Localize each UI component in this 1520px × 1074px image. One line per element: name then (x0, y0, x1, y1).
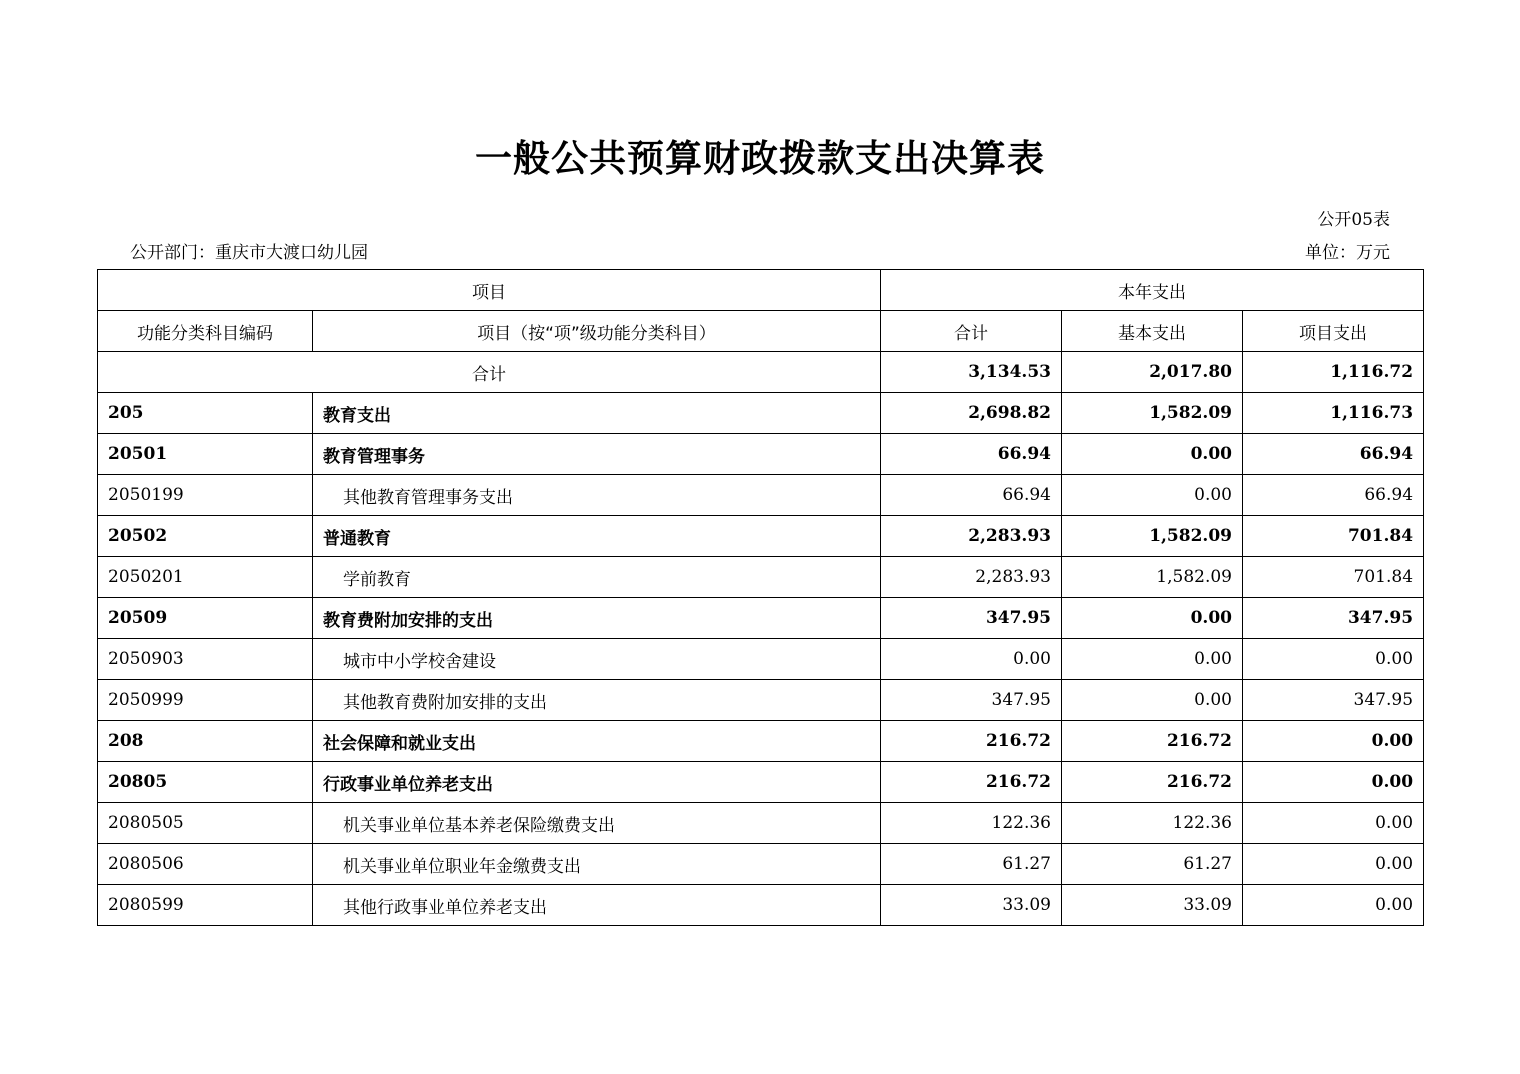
summary-label: 合计 (98, 352, 881, 393)
row-project: 347.95 (1243, 598, 1424, 639)
table-number: 公开05表 (1317, 210, 1390, 230)
row-total: 66.94 (881, 434, 1062, 475)
summary-project: 1,116.72 (1243, 352, 1424, 393)
row-total: 216.72 (881, 721, 1062, 762)
row-project: 701.84 (1243, 557, 1424, 598)
row-name: 其他行政事业单位养老支出 (313, 885, 881, 926)
row-project: 347.95 (1243, 680, 1424, 721)
row-name: 机关事业单位基本养老保险缴费支出 (313, 803, 881, 844)
table-row (98, 762, 1424, 803)
summary-row (98, 352, 1424, 393)
row-basic: 122.36 (1062, 803, 1243, 844)
row-total: 347.95 (881, 598, 1062, 639)
header-project-expense: 项目支出 (1243, 311, 1424, 352)
table-row (98, 885, 1424, 926)
row-basic: 0.00 (1062, 434, 1243, 475)
table-row (98, 475, 1424, 516)
row-name: 行政事业单位养老支出 (313, 762, 881, 803)
row-project: 66.94 (1243, 434, 1424, 475)
row-code: 2050999 (98, 680, 313, 721)
table-row (98, 434, 1424, 475)
table-row (98, 598, 1424, 639)
row-project: 1,116.73 (1243, 393, 1424, 434)
row-basic: 0.00 (1062, 639, 1243, 680)
row-name: 教育费附加安排的支出 (313, 598, 881, 639)
row-basic: 1,582.09 (1062, 393, 1243, 434)
row-total: 0.00 (881, 639, 1062, 680)
header-row-top (98, 270, 1424, 311)
row-project: 0.00 (1243, 639, 1424, 680)
row-project: 0.00 (1243, 721, 1424, 762)
row-project: 0.00 (1243, 762, 1424, 803)
table-row (98, 680, 1424, 721)
row-total: 33.09 (881, 885, 1062, 926)
row-name: 教育支出 (313, 393, 881, 434)
row-project: 0.00 (1243, 885, 1424, 926)
row-name: 教育管理事务 (313, 434, 881, 475)
row-total: 66.94 (881, 475, 1062, 516)
header-row-sub (98, 311, 1424, 352)
row-basic: 0.00 (1062, 475, 1243, 516)
row-total: 122.36 (881, 803, 1062, 844)
header-total: 合计 (881, 311, 1062, 352)
row-total: 2,283.93 (881, 516, 1062, 557)
header-this-year: 本年支出 (881, 270, 1424, 311)
table-row (98, 844, 1424, 885)
page-title: 一般公共预算财政拨款支出决算表 (475, 137, 1045, 180)
row-code: 20509 (98, 598, 313, 639)
row-total: 2,698.82 (881, 393, 1062, 434)
row-basic: 216.72 (1062, 721, 1243, 762)
budget-table (97, 269, 1424, 926)
row-code: 2050201 (98, 557, 313, 598)
row-code: 2050903 (98, 639, 313, 680)
header-item: 项目（按“项”级功能分类科目） (313, 311, 881, 352)
row-basic: 1,582.09 (1062, 516, 1243, 557)
row-total: 61.27 (881, 844, 1062, 885)
row-total: 216.72 (881, 762, 1062, 803)
department-label: 公开部门：重庆市大渡口幼儿园 (130, 243, 368, 263)
row-project: 0.00 (1243, 844, 1424, 885)
row-project: 0.00 (1243, 803, 1424, 844)
table-row (98, 803, 1424, 844)
row-project: 701.84 (1243, 516, 1424, 557)
table-row (98, 557, 1424, 598)
row-code: 2080506 (98, 844, 313, 885)
header-project: 项目 (98, 270, 881, 311)
row-name: 机关事业单位职业年金缴费支出 (313, 844, 881, 885)
unit-label: 单位：万元 (1305, 243, 1390, 263)
summary-total: 3,134.53 (881, 352, 1062, 393)
row-name: 学前教育 (313, 557, 881, 598)
row-basic: 61.27 (1062, 844, 1243, 885)
summary-basic: 2,017.80 (1062, 352, 1243, 393)
row-basic: 1,582.09 (1062, 557, 1243, 598)
table-row (98, 639, 1424, 680)
row-code: 2080505 (98, 803, 313, 844)
row-name: 城市中小学校舍建设 (313, 639, 881, 680)
row-total: 347.95 (881, 680, 1062, 721)
row-basic: 33.09 (1062, 885, 1243, 926)
row-name: 其他教育管理事务支出 (313, 475, 881, 516)
row-code: 20501 (98, 434, 313, 475)
row-name: 其他教育费附加安排的支出 (313, 680, 881, 721)
header-basic: 基本支出 (1062, 311, 1243, 352)
row-code: 208 (98, 721, 313, 762)
row-code: 2080599 (98, 885, 313, 926)
row-code: 205 (98, 393, 313, 434)
table-row (98, 393, 1424, 434)
row-name: 社会保障和就业支出 (313, 721, 881, 762)
row-basic: 216.72 (1062, 762, 1243, 803)
row-name: 普通教育 (313, 516, 881, 557)
row-basic: 0.00 (1062, 680, 1243, 721)
table-row (98, 721, 1424, 762)
row-code: 2050199 (98, 475, 313, 516)
row-code: 20805 (98, 762, 313, 803)
row-code: 20502 (98, 516, 313, 557)
row-basic: 0.00 (1062, 598, 1243, 639)
table-row (98, 516, 1424, 557)
row-total: 2,283.93 (881, 557, 1062, 598)
header-code: 功能分类科目编码 (98, 311, 313, 352)
row-project: 66.94 (1243, 475, 1424, 516)
